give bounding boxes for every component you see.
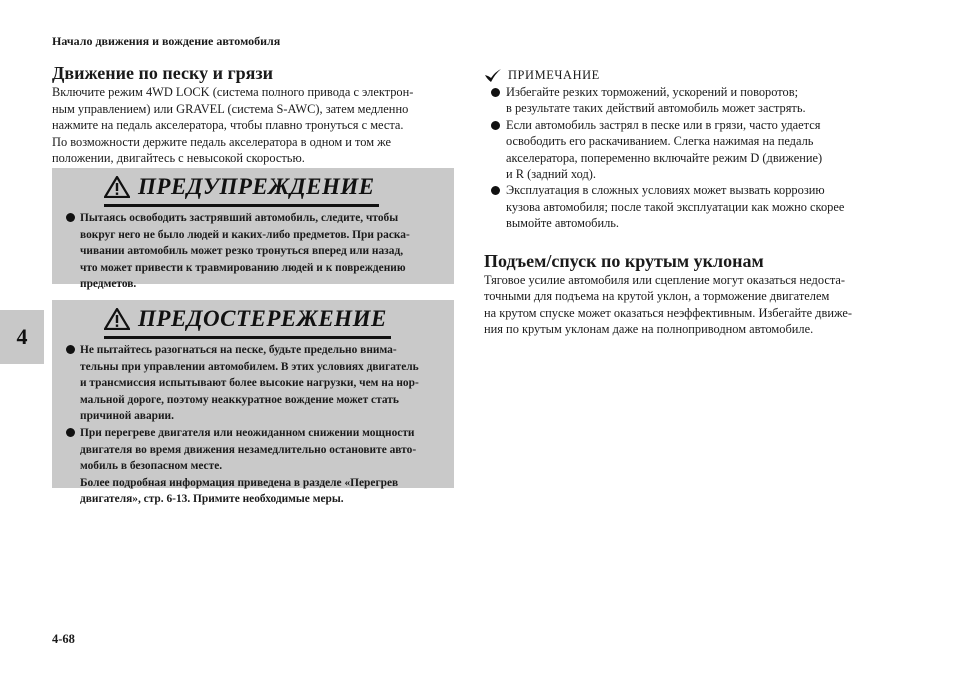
text-line: предметов. bbox=[80, 278, 137, 291]
note-checkmark-icon bbox=[484, 67, 502, 83]
bullet-icon bbox=[60, 425, 80, 475]
text-line: точными для подъема на крутой уклон, а торможение двигателем bbox=[484, 289, 830, 304]
note-label: ПРИМЕЧАНИЕ bbox=[508, 67, 600, 82]
text-line: Эксплуатация в сложных условиях может вызвать коррозию bbox=[506, 183, 825, 198]
warning-box-header bbox=[104, 168, 375, 206]
text-line: причиной аварии. bbox=[80, 410, 174, 423]
section-tab bbox=[0, 310, 44, 364]
text-line: Если автомобиль застрял в песке или в грязи, часто удается bbox=[506, 117, 821, 132]
text-line: кузова автомобиля; после такой эксплуатации как можно скорее bbox=[506, 199, 845, 214]
caution-box-title: ПРЕДОСТЕРЕЖЕНИЕ bbox=[138, 306, 387, 331]
text-line: Пытаясь освободить застрявший автомобиль, следите, чтобы bbox=[80, 212, 399, 224]
note-list bbox=[484, 84, 894, 232]
note-header bbox=[484, 66, 894, 84]
right-column bbox=[484, 66, 894, 338]
caution-box bbox=[52, 300, 454, 506]
bullet-icon bbox=[484, 182, 506, 231]
text-line: Включите режим 4WD LOCK (система полного привода с электрон- bbox=[52, 85, 414, 99]
text-line: двигателя во время движения незамедлительно остановите авто- bbox=[80, 443, 417, 456]
warning-triangle-icon bbox=[104, 176, 130, 198]
note-item bbox=[484, 182, 894, 231]
warning-box-title: ПРЕДУПРЕЖДЕНИЕ bbox=[138, 174, 375, 199]
text-line: Избегайте резких торможений, ускорений и поворотов; bbox=[506, 85, 799, 99]
text-line: Тяговое усилие автомобиля или сцепление могут оказаться недоста- bbox=[484, 272, 846, 287]
text-line: освободить его раскачиванием. Слегка нажимая на педаль bbox=[506, 134, 814, 149]
text-line: на крутом спуске может оказаться неэффективным. Избегайте движе- bbox=[484, 305, 852, 320]
note-item bbox=[484, 117, 894, 183]
bullet-icon bbox=[60, 342, 80, 425]
text-line: нажмите на педаль акселератора, чтобы плавно тронуться с места. bbox=[52, 118, 404, 133]
text-line: Не пытайтесь разогнаться на песке, будьте предельно внима- bbox=[80, 344, 397, 356]
text-line: мальной дороге, поэтому неаккуратное вождение может стать bbox=[80, 393, 399, 406]
text-line: ния по крутым уклонам даже на полноприводном автомобиле. bbox=[484, 322, 814, 337]
sand-section bbox=[52, 62, 454, 167]
caution-item bbox=[60, 342, 446, 425]
text-line: и R (задний ход). bbox=[506, 167, 596, 182]
caution-box-header bbox=[104, 300, 387, 338]
text-line: вокруг него не было людей и каких-либо предметов. При раска- bbox=[80, 228, 410, 241]
slope-section-title: Подъем/спуск по крутым уклонам bbox=[484, 250, 764, 271]
warning-box bbox=[52, 168, 454, 291]
warning-box-body bbox=[60, 210, 446, 293]
bullet-icon bbox=[484, 84, 506, 117]
text-line: в результате таких действий автомобиль может застрять. bbox=[506, 101, 806, 116]
bullet-icon bbox=[484, 117, 506, 183]
text-line: двигателя», стр. 6-13. Примите необходимые меры. bbox=[80, 493, 344, 506]
caution-item bbox=[60, 425, 446, 475]
text-line: Более подробная информация приведена в разделе «Перегрев bbox=[80, 476, 399, 489]
slope-section-text bbox=[484, 272, 894, 338]
text-line: чивании автомобиль может резко тронуться вперед или назад, bbox=[80, 245, 404, 258]
text-line: акселератора, попеременно включайте режим D (движение) bbox=[506, 150, 823, 165]
text-line: ным управлением) или GRAVEL (система S-AWC), затем медленно bbox=[52, 101, 409, 116]
sand-section-text bbox=[52, 84, 454, 167]
text-line: что может привести к травмированию людей и к повреждению bbox=[80, 261, 406, 274]
sand-section-title: Движение по песку и грязи bbox=[52, 63, 273, 83]
text-line: По возможности держите педаль акселератора в одном и том же bbox=[52, 134, 392, 149]
text-line: При перегреве двигателя или неожиданном снижении мощности bbox=[80, 426, 415, 439]
text-line: положении, двигайтесь с невысокой скоростью. bbox=[52, 151, 305, 166]
text-line: вымойте автомобиль. bbox=[506, 216, 620, 231]
note-item bbox=[484, 84, 894, 117]
running-header: Начало движения и вождение автомобиля bbox=[52, 34, 281, 48]
caution-extra-text bbox=[60, 475, 446, 508]
caution-box-body bbox=[60, 342, 446, 508]
page-number: 4-68 bbox=[52, 632, 75, 646]
warning-item bbox=[60, 210, 446, 293]
section-number: 4 bbox=[16, 324, 28, 349]
text-line: тельны при управлении автомобилем. В этих условиях двигатель bbox=[80, 360, 419, 373]
warning-triangle-icon bbox=[104, 308, 130, 330]
text-line: и трансмиссия испытывают более высокие нагрузки, чем на нор- bbox=[80, 377, 419, 390]
text-line: мобиль в безопасном месте. bbox=[80, 460, 223, 473]
bullet-icon bbox=[60, 210, 80, 293]
